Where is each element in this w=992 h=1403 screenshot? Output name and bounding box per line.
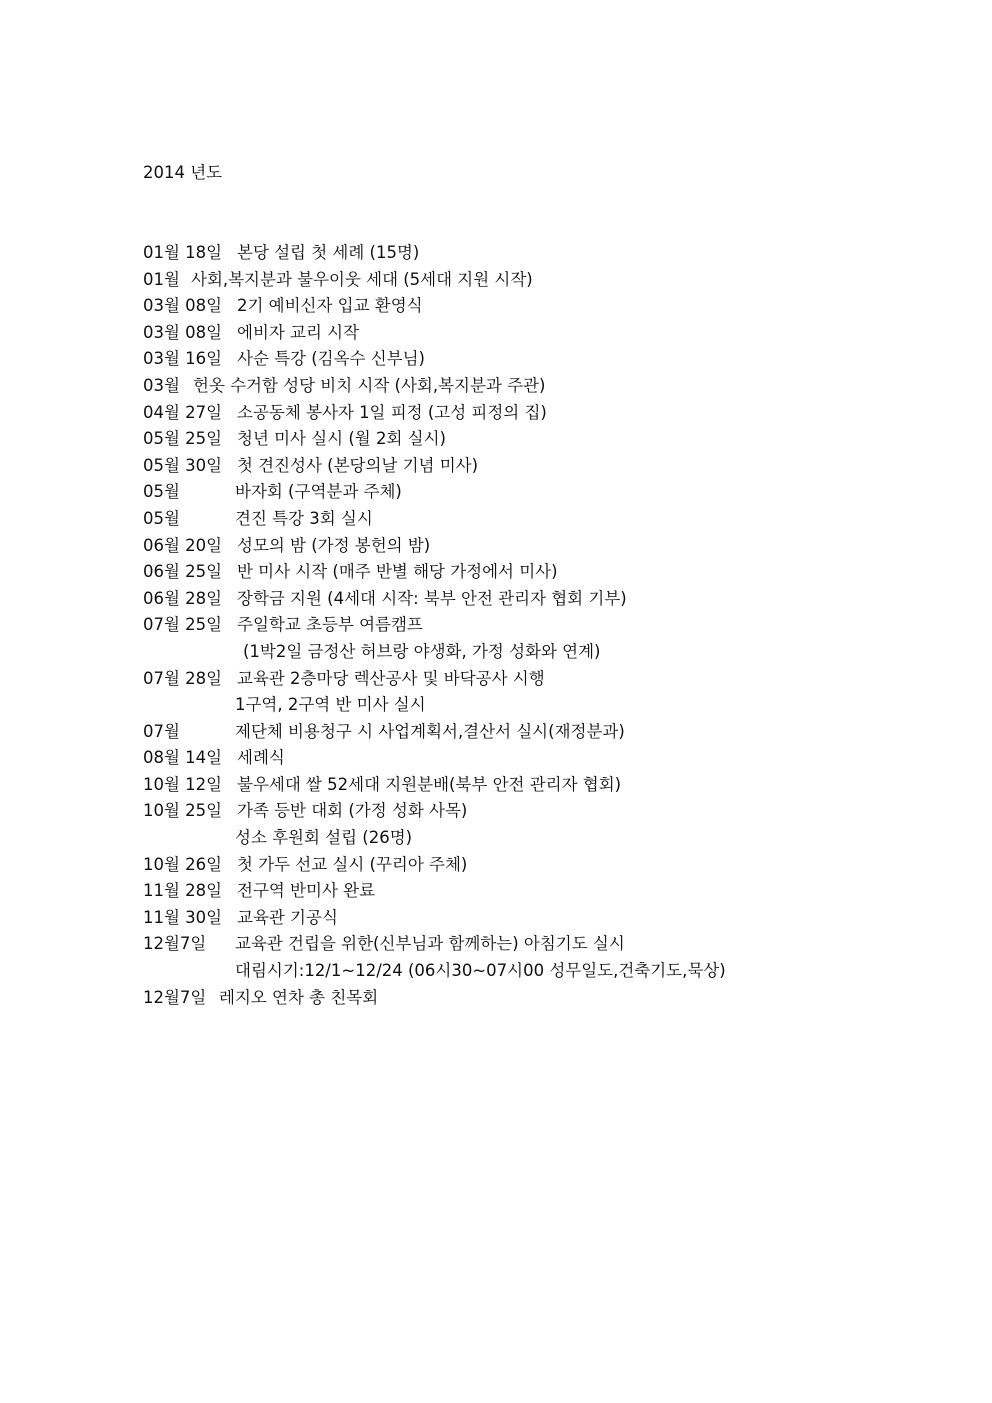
event-row <box>143 933 943 960</box>
event-date: 05월 30일 <box>143 455 223 475</box>
event-description: 바자회 (구역분과 주체) <box>235 482 402 502</box>
event-description: 가족 등반 대회 (가정 성화 사목) <box>237 801 468 821</box>
event-row <box>143 508 943 535</box>
event-description: 장학금 지원 (4세대 시작: 북부 안전 관리자 협회 기부) <box>237 588 627 608</box>
event-description: 에비자 교리 시작 <box>237 322 360 342</box>
event-row <box>143 295 943 322</box>
event-date: 12월7일 <box>143 934 207 954</box>
event-date: 01월 <box>143 269 180 289</box>
event-date: 10월 26일 <box>143 854 223 874</box>
event-description: 사회,복지분과 불우이웃 세대 (5세대 지원 시작) <box>191 269 533 289</box>
event-date: 12월7일 <box>143 987 207 1007</box>
event-description: 전구역 반미사 완료 <box>237 881 376 901</box>
event-row <box>143 242 943 269</box>
event-date: 08월 14일 <box>143 748 223 768</box>
event-date: 05월 <box>143 482 180 502</box>
event-row <box>143 668 943 695</box>
event-row <box>143 987 943 1014</box>
event-description: 교육관 기공식 <box>237 907 338 927</box>
event-description: 주일학교 초등부 여름캠프 <box>237 615 423 635</box>
event-row <box>143 960 943 987</box>
event-description: 첫 가두 선교 실시 (꾸리아 주체) <box>237 854 468 874</box>
event-row <box>143 348 943 375</box>
event-row <box>143 402 943 429</box>
event-row <box>143 721 943 748</box>
event-description: 성모의 밤 (가정 봉헌의 밤) <box>237 535 431 555</box>
event-date: 05월 <box>143 508 180 528</box>
event-list <box>143 242 943 1013</box>
event-date: 04월 27일 <box>143 402 223 422</box>
event-date: 07월 25일 <box>143 615 223 635</box>
event-row <box>143 880 943 907</box>
event-date: 05월 25일 <box>143 429 223 449</box>
event-description: 사순 특강 (김옥수 신부님) <box>237 349 425 369</box>
event-row <box>143 694 943 721</box>
event-description: 교육관 2층마당 렉산공사 및 바닥공사 시행 <box>237 668 545 688</box>
event-row <box>143 481 943 508</box>
event-row <box>143 322 943 349</box>
event-description: 본당 설립 첫 세례 (15명) <box>237 243 420 262</box>
event-description: 교육관 건립을 위한(신부님과 함께하는) 아침기도 실시 <box>235 934 625 954</box>
event-row <box>143 375 943 402</box>
event-date: 11월 30일 <box>143 907 223 927</box>
event-row <box>143 428 943 455</box>
event-description: 불우세대 쌀 52세대 지원분배(북부 안전 관리자 협회) <box>237 774 622 794</box>
event-row <box>143 455 943 482</box>
page-title: 2014 년도 <box>143 163 223 182</box>
event-date: 07월 <box>143 721 180 741</box>
event-description: 소공동체 봉사자 1일 피정 (고성 피정의 집) <box>237 402 547 422</box>
event-row <box>143 747 943 774</box>
event-description: 반 미사 시작 (매주 반별 해당 가정에서 미사) <box>237 562 558 582</box>
event-row <box>143 535 943 562</box>
event-row <box>143 641 943 668</box>
event-description: 레지오 연차 총 친목회 <box>219 987 379 1007</box>
event-row <box>143 774 943 801</box>
event-description: 세례식 <box>237 748 285 768</box>
event-row <box>143 827 943 854</box>
event-description: 대림시기:12/1~12/24 (06시30~07시00 성무일도,건축기도,묵상) <box>235 961 726 981</box>
event-description: 견진 특강 3회 실시 <box>235 508 373 528</box>
event-date: 06월 28일 <box>143 588 223 608</box>
event-description: 헌옷 수거함 성당 비치 시작 (사회,복지분과 주관) <box>193 375 546 395</box>
event-date: 07월 28일 <box>143 668 223 688</box>
event-description: (1박2일 금정산 허브랑 야생화, 가정 성화와 연계) <box>243 641 601 661</box>
event-row <box>143 854 943 881</box>
event-date: 11월 28일 <box>143 881 223 901</box>
event-date: 06월 25일 <box>143 562 223 582</box>
event-row <box>143 614 943 641</box>
event-description: 청년 미사 실시 (월 2회 실시) <box>237 429 446 449</box>
event-date: 01월 18일 <box>143 243 223 262</box>
event-row <box>143 907 943 934</box>
event-date: 03월 08일 <box>143 296 223 316</box>
event-row <box>143 800 943 827</box>
event-date: 10월 25일 <box>143 801 223 821</box>
event-description: 첫 견진성사 (본당의날 기념 미사) <box>237 455 479 475</box>
event-date: 03월 08일 <box>143 322 223 342</box>
event-description: 제단체 비용청구 시 사업계획서,결산서 실시(재정분과) <box>235 721 625 741</box>
event-date: 03월 16일 <box>143 349 223 369</box>
event-description: 1구역, 2구역 반 미사 실시 <box>235 695 426 715</box>
event-date: 10월 12일 <box>143 774 223 794</box>
event-row <box>143 269 943 296</box>
event-row <box>143 588 943 615</box>
event-row <box>143 561 943 588</box>
event-description: 2기 예비신자 입교 환영식 <box>237 296 423 316</box>
event-date: 06월 20일 <box>143 535 223 555</box>
event-description: 성소 후원회 설립 (26명) <box>235 828 413 848</box>
event-date: 03월 <box>143 375 180 395</box>
